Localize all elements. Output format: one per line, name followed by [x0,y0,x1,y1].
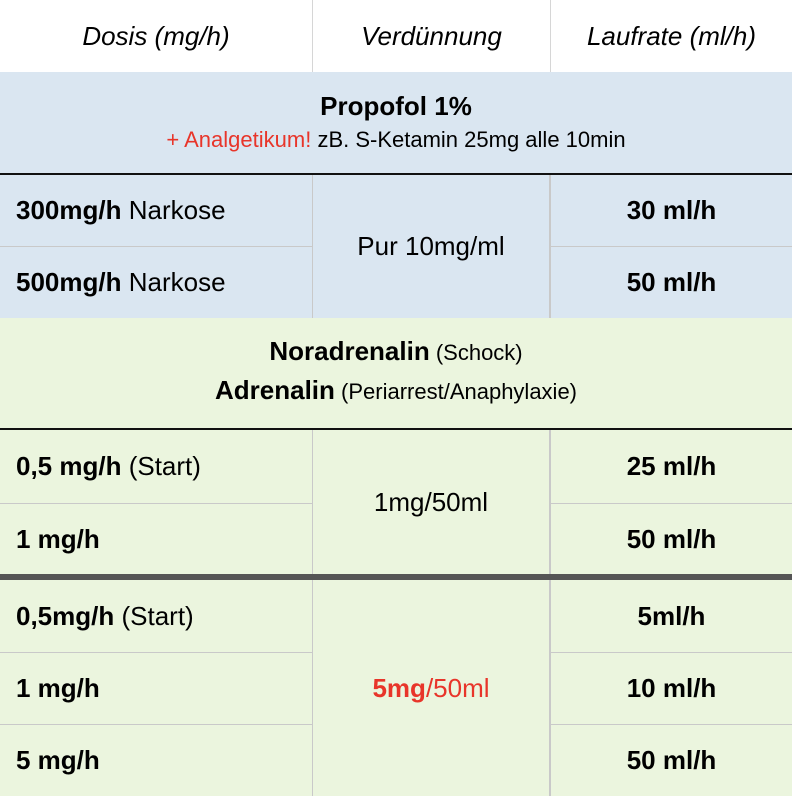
rate-value: 50 ml/h [626,267,717,297]
rate-value: 50 ml/h [626,523,717,554]
rate-value: 5ml/h [637,600,706,631]
rate-cell [550,724,792,796]
noradrenalin-title: Noradrenalin [269,336,430,366]
dose-value: 1 mg/h [16,673,100,703]
dose-cell [0,724,312,796]
dilution-amount: 5mg [372,672,426,703]
dilution-cell: Pur 10mg/ml [312,175,550,318]
dose-cell [0,652,312,724]
dose-note: (Start) [121,451,201,481]
dose-value: 0,5mg/h [16,600,115,631]
dose-note: Narkose [121,195,226,225]
table-header [0,0,792,72]
dilution-volume: /50ml [425,672,490,703]
rate-cell [550,503,792,574]
catecholamine-section-title [0,318,792,428]
dose-note: (Start) [114,600,194,631]
rate-value: 50 ml/h [626,745,717,775]
rate-cell [550,246,792,318]
header-dilution: Verdünnung [312,0,550,72]
dilution-cell: 1mg/50ml [312,430,550,574]
dose-value: 300mg/h [16,195,122,225]
dose-value: 500mg/h [16,267,122,297]
header-rate: Laufrate (ml/h) [550,0,792,72]
dose-cell [0,430,312,503]
propofol-note-text: zB. S-Ketamin 25mg alle 10min [311,126,626,152]
adrenalin-title-line [215,373,577,412]
noradrenalin-note: (Schock) [429,340,523,365]
rate-value: 25 ml/h [626,451,717,481]
dose-note: Narkose [121,267,226,297]
rate-cell [550,430,792,503]
noradrenalin-title-line [269,334,522,373]
header-dose: Dosis (mg/h) [82,20,230,51]
propofol-note [166,123,625,157]
rate-value: 30 ml/h [626,195,717,225]
rate-cell [550,652,792,724]
rate-cell [550,580,792,652]
dose-cell [0,175,312,246]
dose-value: 5 mg/h [16,745,100,775]
propofol-section-title [0,72,792,173]
dose-value: 0,5 mg/h [16,451,122,481]
dose-value: 1 mg/h [16,523,100,554]
adrenalin-title: Adrenalin [214,375,335,405]
adrenalin-note: (Periarrest/Anaphylaxie) [334,379,578,404]
dilution-cell [312,580,550,796]
propofol-title: Propofol 1% [320,90,472,121]
dose-cell [0,580,312,652]
propofol-note-warning: + Analgetikum! [166,126,312,152]
dose-cell [0,246,312,318]
dose-cell [0,503,312,574]
rate-cell [550,175,792,246]
rate-value: 10 ml/h [626,673,717,703]
